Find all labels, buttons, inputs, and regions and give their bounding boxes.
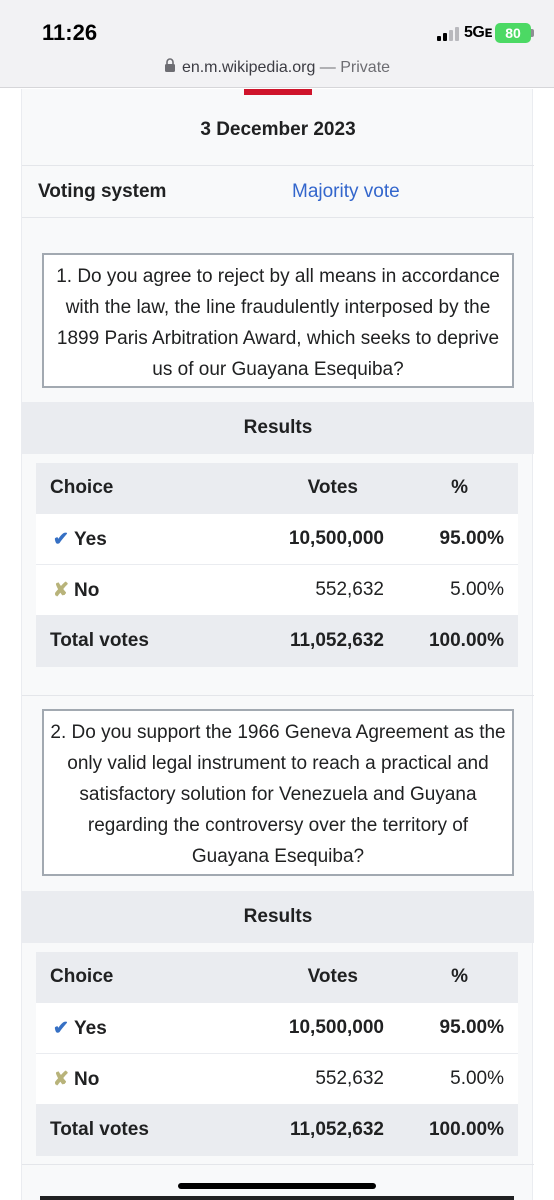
table-row-total <box>36 1105 518 1156</box>
choice-label: Yes <box>74 1018 107 1039</box>
choice-label: Yes <box>74 529 107 550</box>
table-row-yes <box>36 1003 518 1054</box>
results-table-2 <box>36 952 518 1156</box>
choice-yes <box>50 1017 107 1040</box>
check-mark-icon: ✔ <box>53 529 69 550</box>
network-type: 5Gᴇ <box>464 24 492 41</box>
total-votes: 11,052,632 <box>289 630 384 651</box>
total-label: Total votes <box>50 630 149 651</box>
voting-system-link[interactable]: Majority vote <box>292 181 400 202</box>
total-percent: 100.00% <box>428 1119 504 1140</box>
results-header <box>22 402 534 454</box>
cross-mark-icon: ✘ <box>53 580 69 601</box>
results-label: Results <box>243 906 313 927</box>
divider <box>22 695 534 696</box>
flag-image <box>244 89 312 95</box>
cellular-signal-icon <box>437 27 461 41</box>
results-table-1 <box>36 463 518 667</box>
table-row-no <box>36 1054 518 1105</box>
referendum-date: 3 December 2023 <box>200 119 356 140</box>
percent-yes: 95.00% <box>439 528 504 549</box>
table-row-no <box>36 565 518 616</box>
votes-header: Votes <box>307 966 358 987</box>
check-mark-icon: ✔ <box>53 1018 69 1039</box>
choice-header: Choice <box>50 966 114 987</box>
percent-header: % <box>451 477 468 498</box>
votes-header: Votes <box>307 477 358 498</box>
infobox <box>21 89 533 1200</box>
votes-no: 552,632 <box>315 579 384 600</box>
status-bar <box>0 0 554 88</box>
results-label: Results <box>243 417 313 438</box>
choice-no <box>50 1068 99 1091</box>
table-header-row <box>36 952 518 1003</box>
private-mode-label: — Private <box>319 59 391 77</box>
percent-no: 5.00% <box>450 1068 504 1089</box>
total-votes: 11,052,632 <box>289 1119 384 1140</box>
choice-label: No <box>74 580 100 601</box>
percent-yes: 95.00% <box>439 1017 504 1038</box>
voting-system-label: Voting system <box>38 181 167 202</box>
divider <box>22 217 534 218</box>
clock: 11:26 <box>42 20 98 45</box>
choice-header: Choice <box>50 477 114 498</box>
total-label: Total votes <box>50 1119 149 1140</box>
table-row-yes <box>36 514 518 565</box>
question-2-box: 2. Do you support the 1966 Geneva Agreement as the only valid legal instrument to reach a practical and satisfactory solution for Venezuela and Guyana regarding the controversy over the territory of Guayana Esequiba? <box>42 709 514 876</box>
votes-yes: 10,500,000 <box>288 528 384 549</box>
table-header-row <box>36 463 518 514</box>
battery-icon: 80 <box>495 23 531 43</box>
choice-no <box>50 579 99 602</box>
table-row-total <box>36 616 518 667</box>
cross-mark-icon: ✘ <box>53 1069 69 1090</box>
home-indicator[interactable] <box>178 1183 376 1189</box>
percent-header: % <box>451 966 468 987</box>
address-bar[interactable] <box>0 58 554 78</box>
divider <box>22 165 534 166</box>
url-host: en.m.wikipedia.org <box>181 59 316 77</box>
votes-no: 552,632 <box>315 1068 384 1089</box>
percent-no: 5.00% <box>450 579 504 600</box>
next-section-edge <box>40 1196 514 1200</box>
choice-yes <box>50 528 107 551</box>
total-percent: 100.00% <box>428 630 504 651</box>
battery-tip <box>531 29 534 37</box>
divider <box>22 1164 534 1165</box>
question-1-box: 1. Do you agree to reject by all means in accordance with the law, the line fraudulently interposed by the 1899 Paris Arbitration Award, which seeks to deprive us of our Guayana Esequiba? <box>42 253 514 388</box>
results-header <box>22 891 534 943</box>
lock-icon <box>164 58 176 78</box>
votes-yes: 10,500,000 <box>288 1017 384 1038</box>
choice-label: No <box>74 1069 100 1090</box>
